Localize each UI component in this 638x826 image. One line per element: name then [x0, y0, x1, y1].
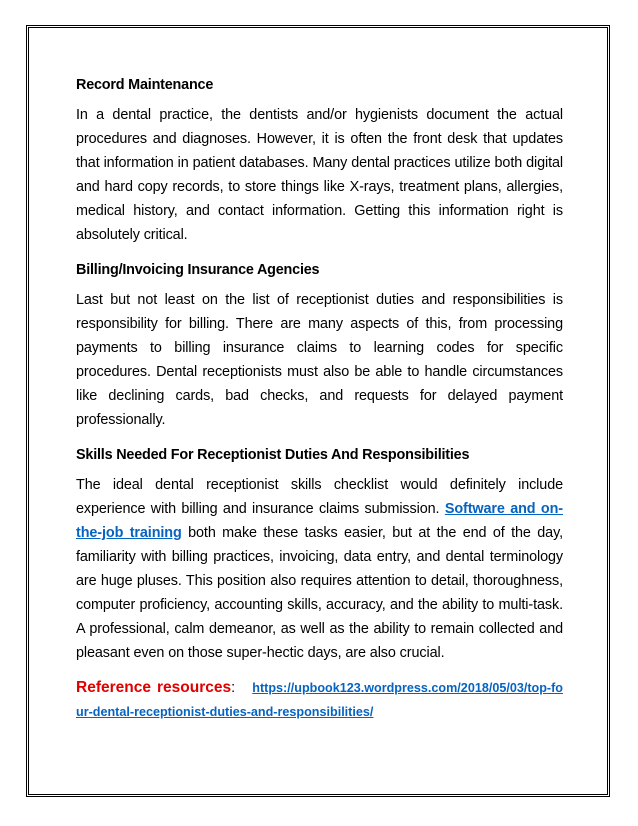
reference-label: Reference resources — [76, 679, 232, 696]
section-body-skills — [76, 473, 563, 665]
document-body — [76, 73, 563, 724]
reference-line — [76, 676, 563, 724]
skills-text-before-link: The ideal dental receptionist skills checklist would definitely include experience with billing and insurance claims submission. — [76, 477, 563, 517]
section-heading-billing: Billing/Invoicing Insurance Agencies — [76, 262, 320, 278]
section-body-record-maintenance: In a dental practice, the dentists and/or hygienists document the actual procedures and diagnoses. However, it is often the front desk that updates that information in patient databases. Many dental practices utilize both digital and hard copy records, to store things like X-rays, treatment plans, allergies, medical history, and contact information. Getting this information right is absolutely critical. — [76, 107, 563, 243]
skills-text-after-link: both make these tasks easier, but at the end of the day, familiarity with billing practices, invoicing, data entry, and dental terminology are huge pluses. This position also requires attention to detail, thoroughness, computer proficiency, accounting skills, accuracy, and the ability to multi-task. A professional, calm demeanor, as well as the ability to remain collected and pleasant even on those super-hectic days, are also crucial. — [76, 525, 564, 661]
section-heading-skills: Skills Needed For Receptionist Duties And Responsibilities — [76, 447, 470, 463]
reference-separator: : — [231, 680, 236, 696]
software-training-link[interactable]: Software and on-the-job training — [76, 501, 563, 541]
section-body-billing: Last but not least on the list of receptionist duties and responsibilities is responsibility for billing. There are many aspects of this, from processing payments to billing insurance claims to learning codes for specific procedures. Dental receptionists must also be able to handle circumstances like declining cards, bad checks, and requests for delayed payment professionally. — [76, 292, 563, 428]
reference-url-link[interactable]: https://upbook123.wordpress.com/2018/05/03/top-four-dental-receptionist-duties-and-responsibilities/ — [76, 681, 563, 719]
section-heading-record-maintenance: Record Maintenance — [76, 77, 214, 93]
